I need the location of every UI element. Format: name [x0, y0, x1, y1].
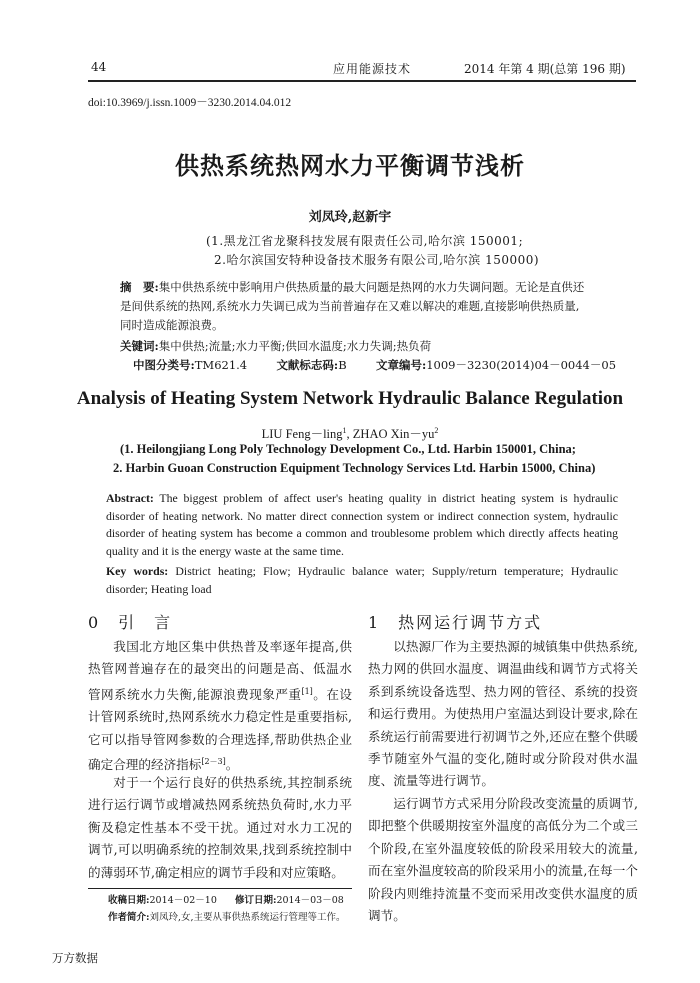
abstract-zh — [120, 278, 590, 335]
author-en-2-sup: 2 — [434, 425, 439, 435]
section-1-paragraph-1: 以热源厂作为主要热源的城镇集中供热系统,热力网的供回水温度、调温曲线和调节方式将关系到系统设备选型、热力网的管径、系统的投资和运行费用。为使热用户室温达到设计要求,除在系统运行前需要进行初调节之外,还应在整个供暖季节随室外气温的变化,随时或分阶段对供水温度、流量等进行调节。 — [368, 639, 638, 789]
watermark: 万方数据 — [52, 951, 98, 965]
affiliation-zh-2: 2.哈尔滨国安特种设备技术服务有限公司,哈尔滨 150000) — [214, 253, 540, 267]
section-0-heading: 0 引 言 — [88, 613, 173, 632]
citation-ref: [1] — [301, 686, 313, 696]
issue-info: 2014 年第 4 期(总第 196 期) — [464, 62, 626, 76]
received-label: 收稿日期: — [108, 895, 150, 906]
keywords-zh-text: 集中供热;流量;水力平衡;供回水温度;水力失调;热负荷 — [158, 339, 432, 353]
citation-ref: [2－3] — [201, 757, 226, 767]
abstract-en — [106, 490, 618, 560]
article-number-value: 1009－3230(2014)04－0044－05 — [426, 358, 617, 372]
revised-label: 修订日期: — [234, 895, 277, 906]
doc-code-label: 文献标志码: — [276, 358, 339, 372]
page-title-en: Analysis of Heating System Network Hydraulic Balance Regulation — [76, 388, 624, 409]
abstract-zh-label: 摘 要: — [120, 280, 159, 294]
doi: doi:10.3969/j.issn.1009－3230.2014.04.012 — [88, 97, 292, 109]
authors-en: LIU Feng－ling$^1$, ZHAO $Xin-yu^2$ — [261, 425, 439, 441]
revised-date: 2014－03－08 — [276, 895, 344, 906]
authors-zh: 刘凤玲,赵新宇 — [308, 210, 392, 225]
affiliation-en-2: 2. Harbin Guoan Construction Equipment Technology Services Ltd. Harbin 15000, China) — [113, 461, 596, 475]
journal-name: 应用能源技术 — [333, 62, 412, 76]
doc-code-value: B — [338, 358, 347, 372]
clc-value: TM621.4 — [194, 358, 248, 372]
affiliation-zh-1: (1.黑龙江省龙聚科技发展有限责任公司,哈尔滨 150001; — [206, 234, 524, 248]
keywords-en-label: Key words: — [106, 564, 169, 578]
affiliation-en-1: (1. Heilongjiang Long Poly Technology Development Co., Ltd. Harbin 150001, China; — [120, 442, 576, 456]
section-0-p1-text-c: 。 — [225, 757, 239, 773]
author-en-1-sup: 1 — [342, 425, 347, 435]
section-0-paragraph-2: 对于一个运行良好的供热系统,其控制系统进行运行调节或增减热网系统热负荷时,水力平衡及稳定性基本不受干扰。通过对水力工况的调节,可以明确系统的控制效果,找到系统控制中的薄弱环节,确定相应的调节手段和对应策略。 — [88, 775, 352, 880]
author-bio-text: 刘凤玲,女,主要从事供热系统运行管理等工作。 — [149, 912, 346, 923]
keywords-zh-label: 关键词: — [120, 339, 159, 353]
clc-label: 中图分类号: — [133, 358, 195, 372]
keywords-en — [106, 563, 618, 598]
section-1-heading: 1 热网运行调节方式 — [368, 613, 543, 632]
page-number: 44 — [91, 60, 107, 74]
author-bio-label: 作者简介: — [108, 912, 150, 923]
section-1-paragraph-2: 运行调节方式采用分阶段改变流量的质调节,即把整个供暖期按室外温度的高低分为二个或三个阶段,在室外温度较低的阶段采用较大的流量,而在室外温度较高的阶段采用小的流量,在每一个阶段内则维持流量不变而采用改变供水温度的质调节。 — [368, 796, 638, 924]
page-title-zh: 供热系统热网水力平衡调节浅析 — [175, 151, 525, 180]
section-0-p1-text-a: 我国北方地区集中供热普及率逐年提高,供热管网普遍存在的最突出的问题是高、低温水管网系统水力失衡,能源浪费现象严重 — [88, 639, 352, 702]
section-0-paragraph-1 — [88, 636, 352, 777]
abstract-zh-text: 集中供热系统中影响用户供热质量的最大问题是热网的水力失调问题。无论是直供还是间供系统的热网,系统水力失调已成为当前普遍存在又难以解决的难题,直接影响供热质量,同时造成能源浪费。 — [120, 280, 585, 332]
keywords-en-text: District heating; Flow; Hydraulic balance water; Supply/return temperature; Hydraulic disorder; Heating load — [106, 564, 618, 596]
footnote-rule — [88, 888, 352, 889]
header-rule — [88, 80, 636, 82]
footnote-author — [108, 909, 346, 923]
author-en-2: ZHAO Xin－yu — [352, 427, 435, 441]
keywords-zh — [120, 337, 590, 356]
received-date: 2014－02－10 — [149, 895, 217, 906]
author-en-1: LIU Feng－ling — [261, 427, 343, 441]
abstract-en-label: Abstract: — [106, 491, 154, 505]
footnote-dates — [108, 892, 344, 906]
classification-line — [133, 356, 617, 375]
section-0-p1-text-b: 。在设计管网系统时,热网系统水力稳定性是重要指标,它可以指导管网参数的合理选择,帮助供热企业确定合理的经济指标 — [88, 687, 352, 773]
abstract-en-text: The biggest problem of affect user's heating quality in district heating system is hydraulic disorder of heating network. No matter direct connection system or indirect connection system, hydraulic disorder of heating system has become a common and troublesome problem which directly affects heating quality and it is the energy waste at the same time. — [106, 491, 618, 558]
article-number-label: 文章编号: — [375, 358, 427, 372]
